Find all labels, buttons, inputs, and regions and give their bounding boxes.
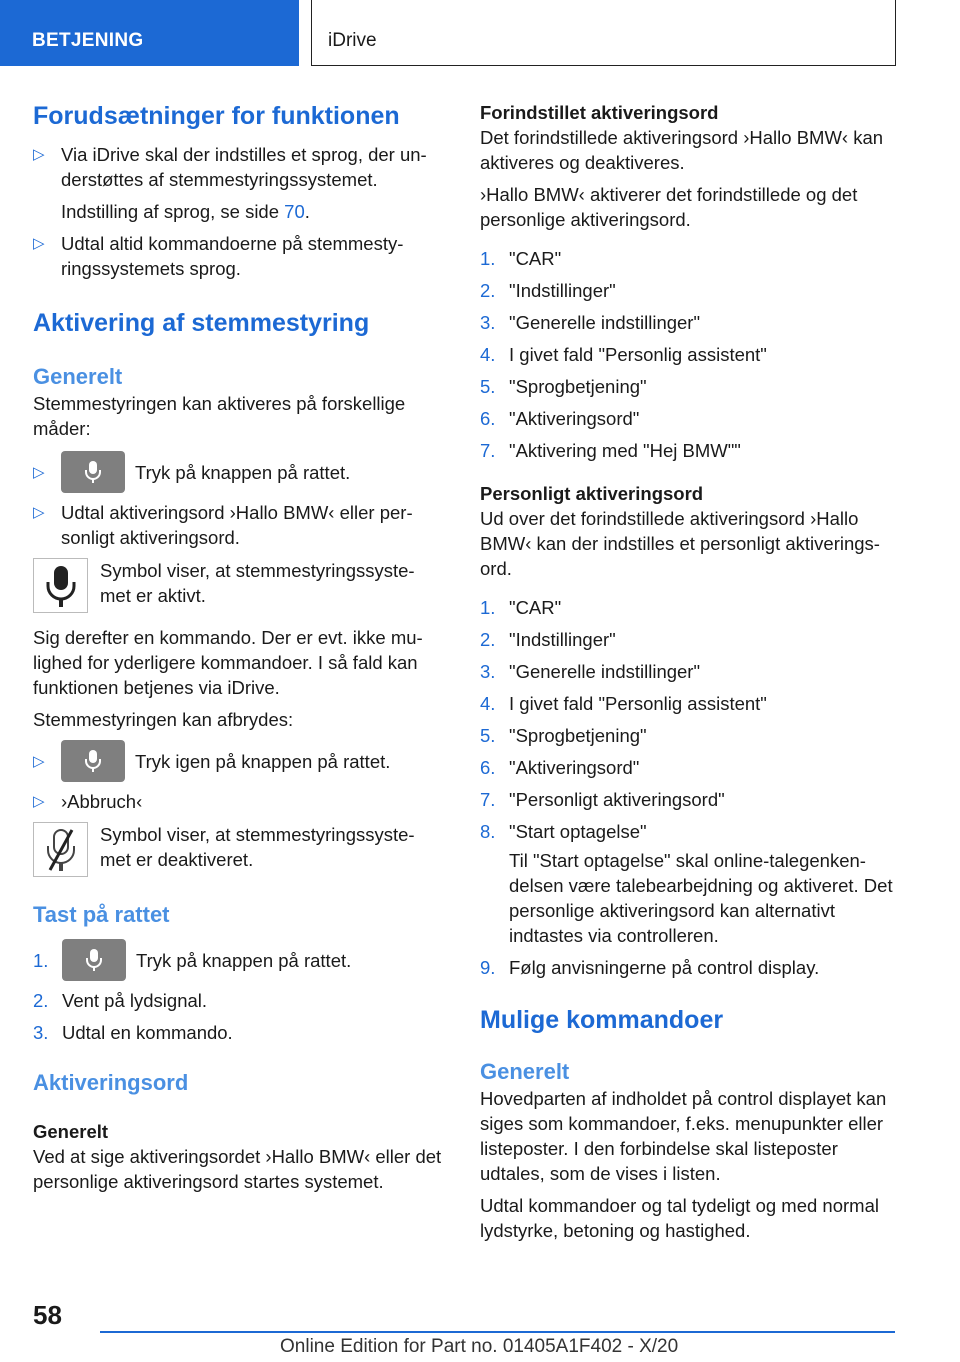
left-column [33,100,445,1201]
heading-possible-commands: Mulige kommandoer [480,1006,724,1034]
header-chapter-label: iDrive [311,0,896,66]
language-reference: Indstilling af sprog, se side 70. [61,201,310,222]
list-item: 7. "Personligt aktiveringsord" [480,789,725,810]
triangle-right-icon: ▷ [33,146,45,163]
list-item: 3. "Generelle indstillinger" [480,312,701,333]
subheading-general: Generelt [33,1121,109,1142]
list-item: 3. "Generelle indstillinger" [480,661,701,682]
general-text: Stemmestyringen kan aktiveres på forskellige måder: [33,393,406,439]
triangle-right-icon: ▷ [33,235,45,252]
paragraph: Sig derefter en kommando. Der er evt. ikke mu-lighed for yderligere kommandoer. I så fald kan funktionen betjenes via iDrive. [33,627,423,698]
paragraph: Udtal kommandoer og tal tydeligt og med normal lydstyrke, betoning og hastighed. [480,1195,879,1241]
paragraph: Ud over det forindstillede aktiveringsord ›Hallo BMW‹ kan der indstilles et personligt aktiverings-ord. [480,508,880,579]
footer-divider [100,1331,895,1333]
list-item: 8. "Start optagelse" [480,821,647,842]
heading-general: Generelt [480,1059,570,1084]
list-note: Til "Start optagelse" skal online-talegenken-delsen være talebearbejdning og aktiveret. Det personlige aktiveringsord kan alternativt indtastes via controlleren. [509,850,893,946]
list-item: 9. Følg anvisningerne på control display. [480,957,820,978]
list-item: ▷ ›Abbruch‹ [33,791,143,812]
list-item: ▷ Via iDrive skal der indstilles et sprog, der un-derstøttes af stemmestyringssystemet. [33,144,427,190]
paragraph: ›Hallo BMW‹ aktiverer det forindstillede og det personlige aktiveringsord. [480,184,858,230]
microphone-icon [33,558,88,613]
list-item: 2. Vent på lydsignal. [33,990,208,1011]
list-item: 7. "Aktivering med "Hej BMW"" [480,440,741,461]
header-section-label: BETJENING [0,0,299,66]
triangle-right-icon: ▷ [33,463,45,481]
heading-activation: Aktivering af stemmestyring [33,309,370,337]
list-item: 6. "Aktiveringsord" [480,408,640,429]
microphone-crossed-icon [33,822,88,877]
list-item: 3. Udtal en kommando. [33,1022,233,1043]
heading-steering-button: Tast på rattet [33,902,170,927]
paragraph: Hovedparten af indholdet på control displayet kan siges som kommandoer, f.eks. menupunkter eller listeposter. I den forbindelse skal listeposter udtales, som de vises i listen. [480,1088,887,1184]
paragraph: Det forindstillede aktiveringsord ›Hallo BMW‹ kan aktiveres og deaktiveres. [480,127,884,173]
list-item: 4. I givet fald "Personlig assistent" [480,693,767,714]
list-item: 1. Tryk på knappen på rattet. [33,939,445,981]
triangle-right-icon: ▷ [33,504,45,521]
list-item: ▷ Udtal aktiveringsord ›Hallo BMW‹ eller per-sonligt aktiveringsord. [33,502,413,548]
heading-requirements: Forudsætninger for funktionen [33,102,400,130]
list-item: 4. I givet fald "Personlig assistent" [480,344,767,365]
symbol-note: Symbol viser, at stemmestyringssyste-met er aktivt. [33,558,445,613]
list-item: ▷ Udtal altid kommandoerne på stemmesty-ringssystemets sprog. [33,233,404,279]
list-item: 2. "Indstillinger" [480,629,616,650]
paragraph: Stemmestyringen kan afbrydes: [33,709,294,730]
heading-personal-word: Personligt aktiveringsord [480,483,704,504]
ordered-list-personal [480,595,898,980]
list-item: 5. "Sprogbetjening" [480,725,647,746]
paragraph: Ved at sige aktiveringsordet ›Hallo BMW‹ eller det personlige aktiveringsord startes systemet. [33,1146,442,1192]
triangle-right-icon: ▷ [33,752,45,770]
list-item: 1. "CAR" [480,597,562,618]
ordered-list-preset [480,246,898,463]
list-item: 6. "Aktiveringsord" [480,757,640,778]
heading-general: Generelt [33,364,123,389]
symbol-note: Symbol viser, at stemmestyringssyste-met er deaktiveret. [33,822,445,877]
heading-preset-word: Forindstillet aktiveringsord [480,102,719,123]
microphone-button-icon [61,451,125,493]
page-number: 58 [33,1300,62,1330]
list-item: 5. "Sprogbetjening" [480,376,647,397]
list-item: 1. "CAR" [480,248,562,269]
list-item: ▷ Tryk igen på knappen på rattet. [33,740,445,782]
page-link[interactable]: 70 [284,201,305,222]
triangle-right-icon: ▷ [33,793,45,810]
microphone-button-icon [62,939,126,981]
right-column [480,100,898,1250]
microphone-button-icon [61,740,125,782]
list-item: 2. "Indstillinger" [480,280,616,301]
list-item: ▷ Tryk på knappen på rattet. [33,451,445,493]
footer-edition: Online Edition for Part no. 01405A1F402 - X/20 [280,1336,679,1357]
heading-activation-word: Aktiveringsord [33,1070,189,1095]
